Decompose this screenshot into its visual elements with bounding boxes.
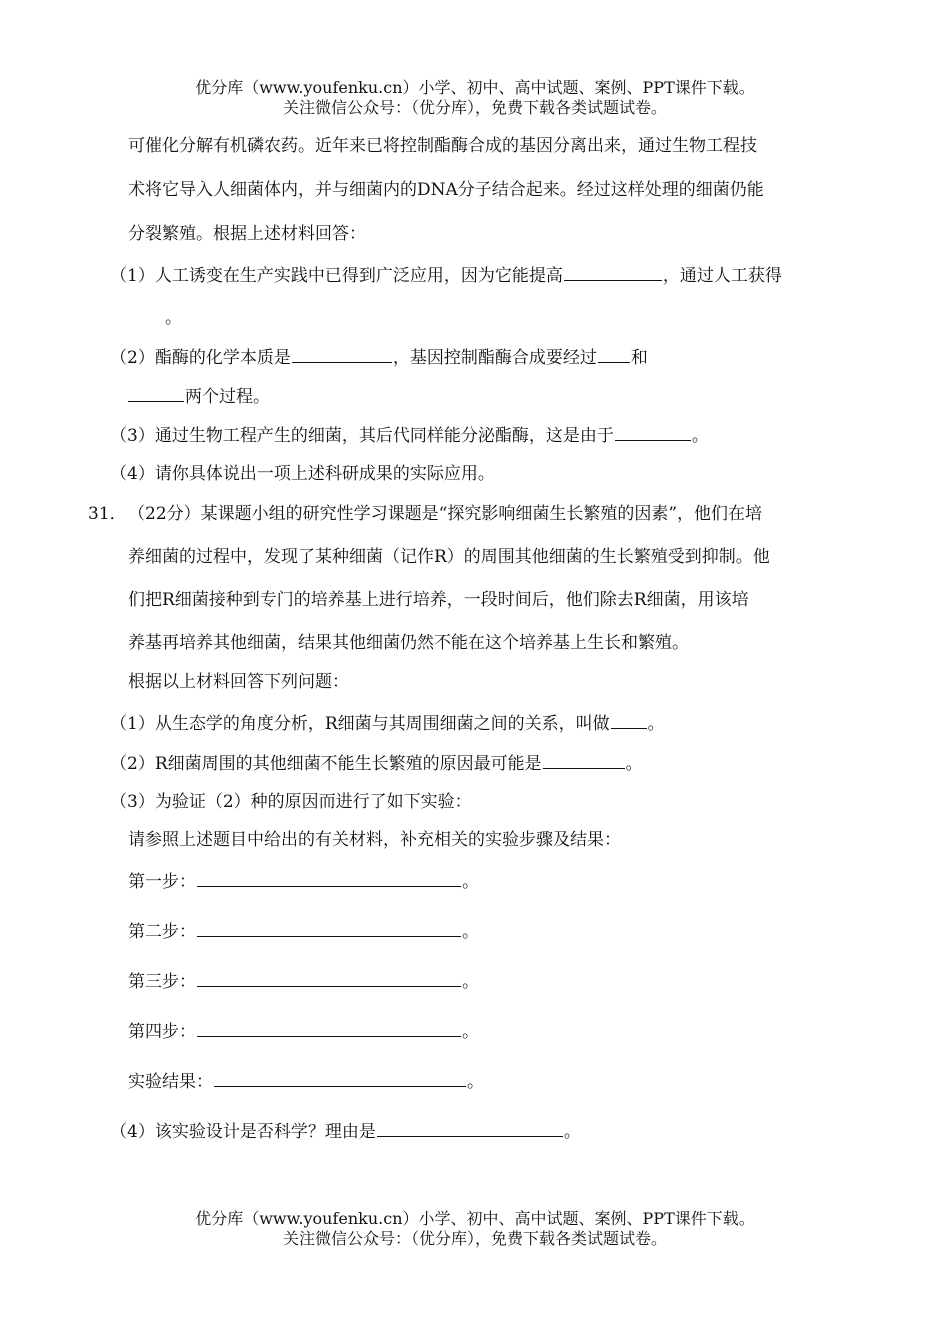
- answer-blank[interactable]: [377, 1118, 563, 1137]
- q30-part-1-text: （1）人工诱变在生产实践中已得到广泛应用，因为它能提高: [110, 266, 563, 286]
- q31-result: [128, 1068, 484, 1094]
- q30-part-3: [110, 422, 709, 448]
- q31-part-2-text: （2）R细菌周围的其他细菌不能生长繁殖的原因最可能是: [110, 754, 542, 774]
- q30-part-1-end: 。: [165, 308, 182, 328]
- answer-blank[interactable]: [214, 1068, 466, 1087]
- q30-part-2-text-c: 和: [630, 348, 648, 368]
- q31-part-1: [110, 710, 665, 736]
- answer-blank[interactable]: [598, 344, 630, 363]
- step-1-label: 第一步：: [128, 872, 196, 892]
- step-4-end: 。: [462, 1022, 479, 1042]
- answer-blank[interactable]: [197, 968, 461, 987]
- q31-part-1-end: 。: [647, 714, 665, 734]
- answer-blank[interactable]: [197, 868, 461, 887]
- step-2-label: 第二步：: [128, 922, 196, 942]
- q30-part-2-text: （2）酯酶的化学本质是: [110, 348, 291, 368]
- q31-step-3: [128, 968, 479, 994]
- header-line-2: 关注微信公众号：（优分库），免费下载各类试题试卷。: [282, 98, 667, 117]
- q31-part-1-text: （1）从生态学的角度分析，R细菌与其周围细菌之间的关系，叫做: [110, 714, 610, 734]
- q30-part-1-text-b: ，通过人工获得: [662, 266, 782, 286]
- q31-step-4: [128, 1018, 479, 1044]
- answer-blank[interactable]: [197, 1018, 461, 1037]
- q31-intro-line-2: 养细菌的过程中，发现了某种细菌（记作R）的周围其他细菌的生长繁殖受到抑制。他: [128, 547, 770, 567]
- answer-blank[interactable]: [292, 344, 392, 363]
- q30-part-2-cont: [128, 383, 270, 409]
- q31-intro-line-5: 根据以上材料回答下列问题：: [128, 672, 349, 692]
- q31-number: 31．: [88, 504, 127, 524]
- q31-intro-line-3: 们把R细菌接种到专门的培养基上进行培养，一段时间后，他们除去R细菌，用该培: [128, 590, 749, 610]
- answer-blank[interactable]: [197, 918, 461, 937]
- q30-part-4: （4）请你具体说出一项上述科研成果的实际应用。: [110, 464, 495, 484]
- result-end: 。: [467, 1072, 484, 1092]
- q31-step-2: [128, 918, 479, 944]
- answer-blank[interactable]: [128, 383, 184, 402]
- q31-part-4: [110, 1118, 581, 1144]
- q31-step-1: [128, 868, 479, 894]
- step-3-end: 。: [462, 972, 479, 992]
- page-footer: [0, 1209, 950, 1249]
- q30-continuation-line-3: 分裂繁殖。根据上述材料回答：: [128, 224, 366, 244]
- step-2-end: 。: [462, 922, 479, 942]
- q30-part-2-text-d: 两个过程。: [185, 387, 270, 407]
- page-header: [0, 78, 950, 118]
- step-4-label: 第四步：: [128, 1022, 196, 1042]
- q31-part-4-end: 。: [563, 1122, 581, 1142]
- result-label: 实验结果：: [128, 1072, 213, 1092]
- q31-part-3: （3）为验证（2）种的原因而进行了如下实验：: [110, 792, 472, 812]
- q30-part-2: [110, 344, 648, 370]
- answer-blank[interactable]: [611, 710, 647, 729]
- q31-intro-line-1: （22分）某课题小组的研究性学习课题是“探究影响细菌生长繁殖的因素”，他们在培: [128, 504, 763, 524]
- answer-blank[interactable]: [564, 262, 662, 281]
- q30-part-2-text-b: ，基因控制酯酶合成要经过: [392, 348, 597, 368]
- answer-blank[interactable]: [543, 750, 625, 769]
- footer-line-2: 关注微信公众号：（优分库），免费下载各类试题试卷。: [282, 1229, 667, 1248]
- step-3-label: 第三步：: [128, 972, 196, 992]
- header-line-1: 优分库（www.youfenku.cn）小学、初中、高中试题、案例、PPT课件下载。: [195, 78, 755, 97]
- step-1-end: 。: [462, 872, 479, 892]
- q31-part-3-instruction: 请参照上述题目中给出的有关材料，补充相关的实验步骤及结果：: [128, 830, 621, 850]
- q31-part-4-text: （4）该实验设计是否科学？理由是: [110, 1122, 376, 1142]
- answer-blank[interactable]: [615, 422, 691, 441]
- footer-line-1: 优分库（www.youfenku.cn）小学、初中、高中试题、案例、PPT课件下载。: [195, 1209, 755, 1228]
- q30-part-1: [110, 262, 782, 288]
- q30-part-3-text: （3）通过生物工程产生的细菌，其后代同样能分泌酯酶，这是由于: [110, 426, 614, 446]
- q30-continuation-line-2: 术将它导入人细菌体内，并与细菌内的DNA分子结合起来。经过这样处理的细菌仍能: [128, 180, 764, 200]
- q31-intro-line-4: 养基再培养其他细菌，结果其他细菌仍然不能在这个培养基上生长和繁殖。: [128, 633, 689, 653]
- q30-part-3-end: 。: [691, 426, 709, 446]
- q31-part-2-end: 。: [625, 754, 643, 774]
- q30-continuation-line-1: 可催化分解有机磷农药。近年来已将控制酯酶合成的基因分离出来，通过生物工程技: [128, 136, 757, 156]
- q31-part-2: [110, 750, 643, 776]
